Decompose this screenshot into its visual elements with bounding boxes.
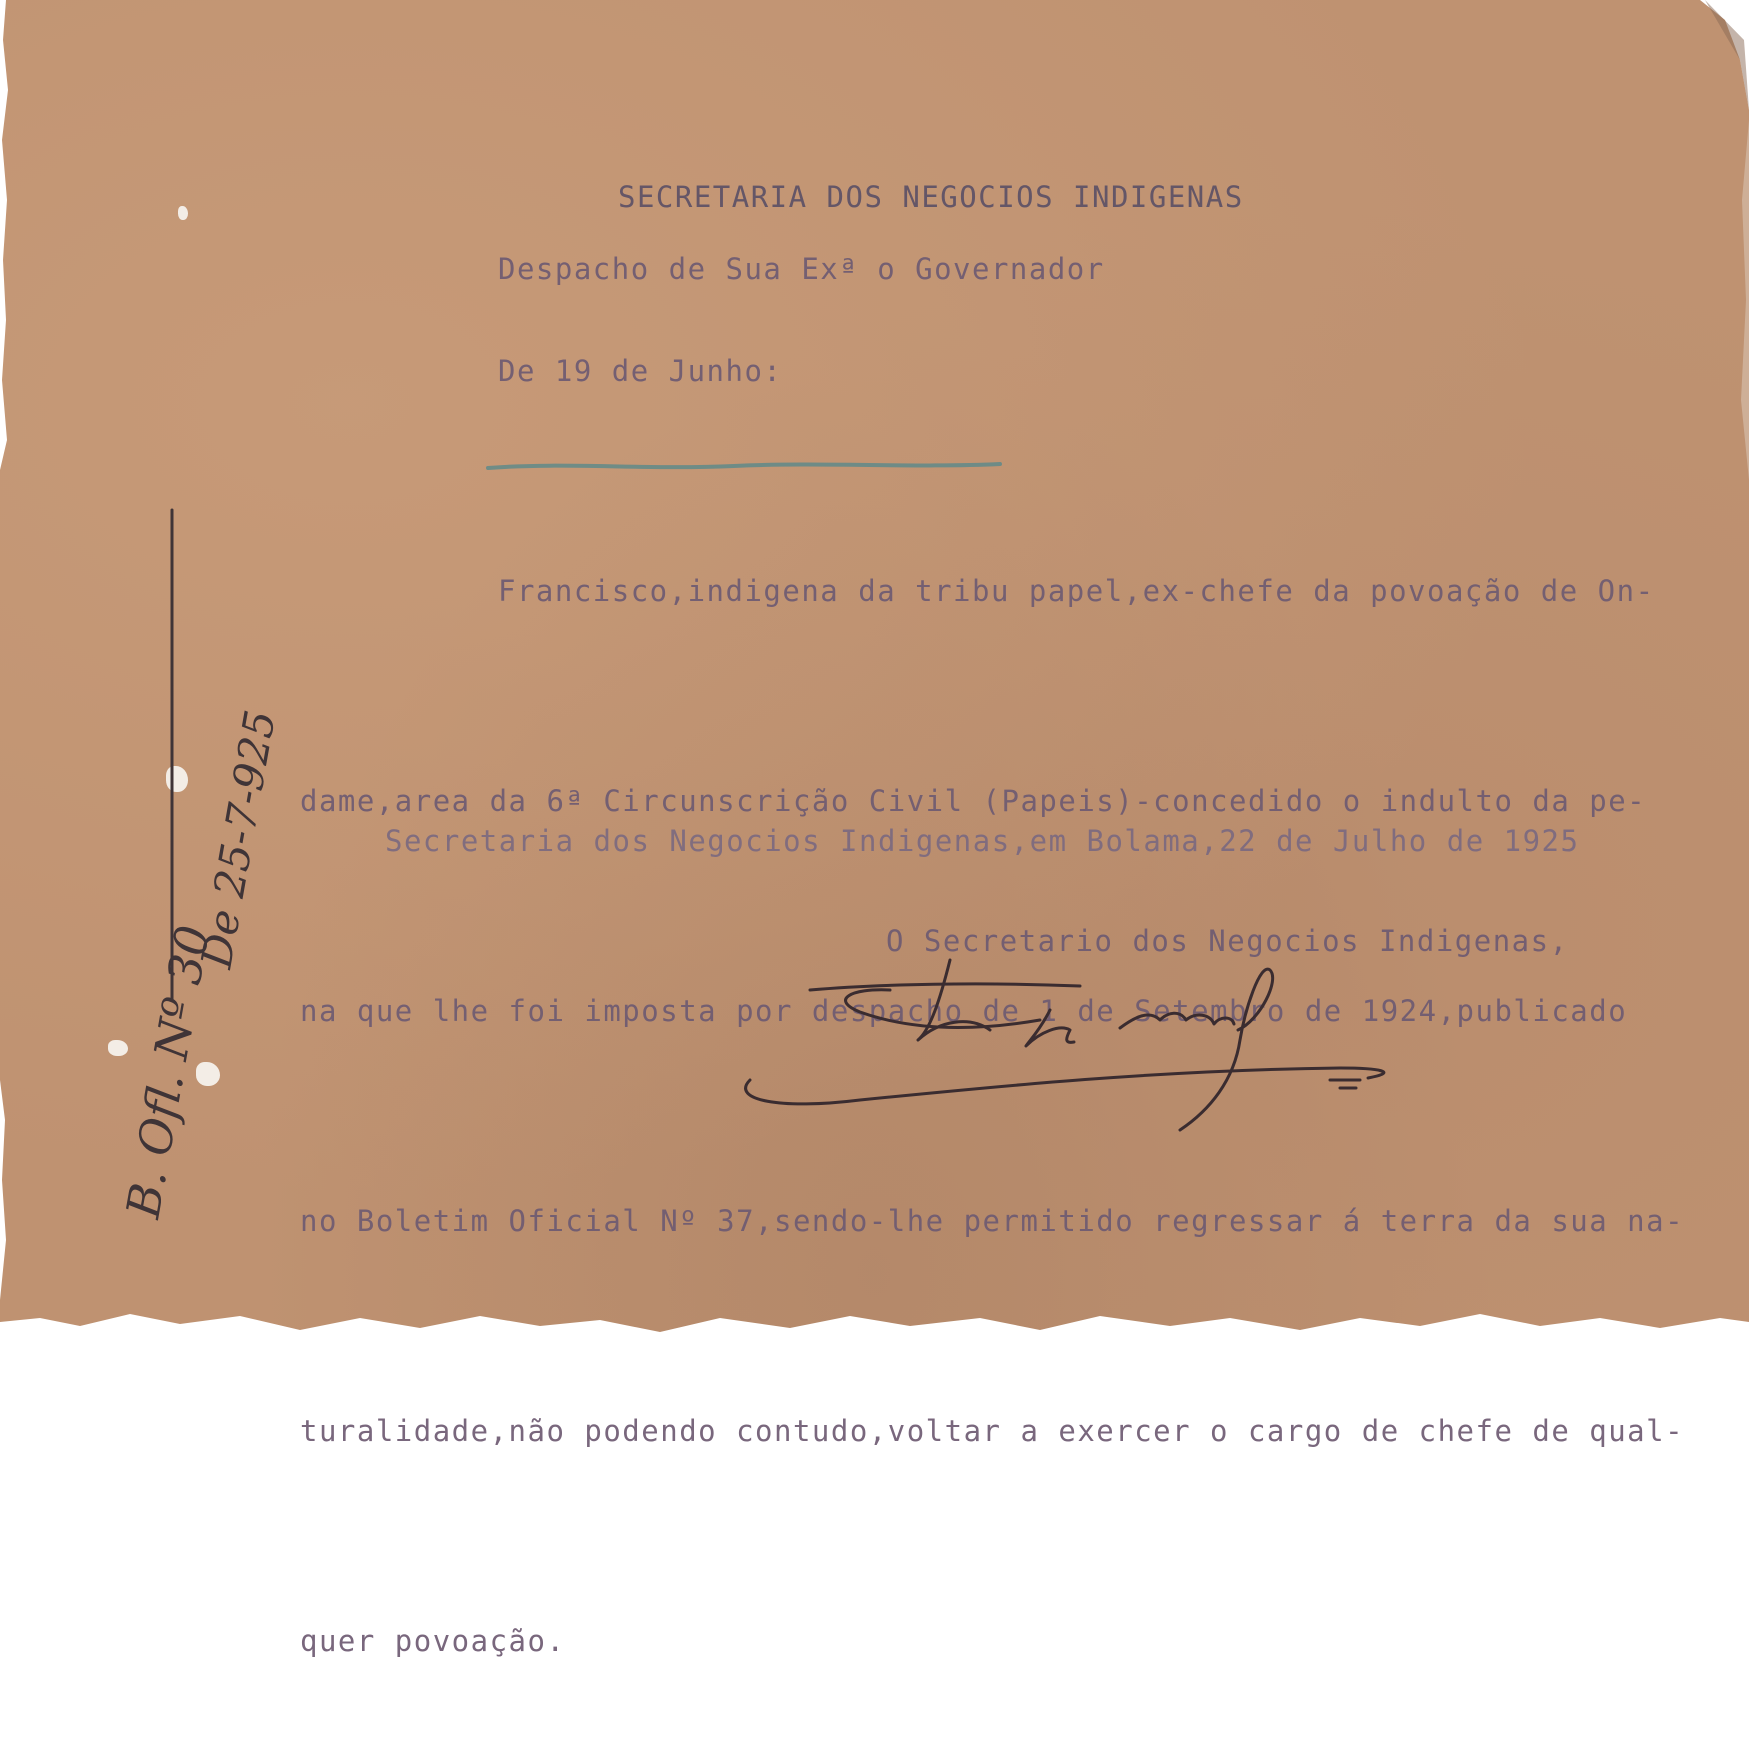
body-line: quer povoação. [300,1624,566,1658]
dispatch-date: De 19 de Junho: [498,354,783,388]
closing-line: Secretaria dos Negocios Indigenas,em Bolama,22 de Julho de 1925 [385,824,1580,858]
body-line: no Boletim Oficial Nº 37,sendo-lhe permitido regressar á terra da sua na- [300,1204,1685,1238]
paper-hole [178,206,188,220]
pencil-underline [484,458,1004,474]
document-subheading: Despacho de Sua Exª o Governador [498,252,1105,286]
margin-annotation [70,500,286,1240]
body-line: na que lhe foi imposta por despacho de 1 de Setembro de 1924,publicado [300,994,1628,1028]
margin-annotation-line-1: B. Ofl. Nº 30 [115,921,221,1222]
body-line: Francisco,indigena da tribu papel,ex-chefe da povoação de On- [498,574,1655,608]
document-heading: SECRETARIA DOS NEGOCIOS INDIGENAS [618,180,1244,214]
handwritten-signature [740,920,1440,1150]
signatory-title: O Secretario dos Negocios Indigenas, [886,924,1569,958]
margin-annotation-line-2: De 25-7-925 [191,706,286,972]
body-line: turalidade,não podendo contudo,voltar a exercer o cargo de chefe de qual- [300,1414,1685,1448]
body-line: dame,area da 6ª Circunscrição Civil (Papeis)-concedido o indulto da pe- [300,784,1647,818]
